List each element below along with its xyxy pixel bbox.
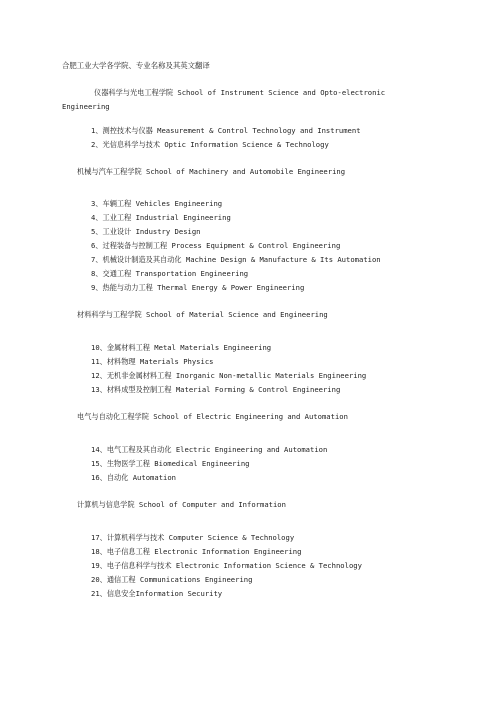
section-heading-instrument: 仪器科学与光电工程学院 School of Instrument Science and Opto-electronic Engineering: [62, 88, 386, 111]
list-item: 6、过程装备与控制工程 Process Equipment & Control Engineering: [91, 241, 341, 250]
page-title: 合肥工业大学各学院、专业名称及其英文翻译: [62, 61, 210, 70]
list-item: 19、电子信息科学与技术 Electronic Information Science & Technology: [91, 561, 362, 570]
list-item: 3、车辆工程 Vehicles Engineering: [91, 199, 223, 208]
list-item: 4、工业工程 Industrial Engineering: [91, 213, 231, 222]
list-item: 17、计算机科学与技术 Computer Science & Technology: [91, 533, 295, 542]
list-item: 18、电子信息工程 Electronic Information Engineering: [91, 547, 302, 556]
list-item: 16、自动化 Automation: [91, 473, 177, 482]
list-item: 1、测控技术与仪器 Measurement & Control Technology and Instrument: [91, 126, 361, 135]
list-item: 11、材料物理 Materials Physics: [91, 357, 214, 366]
list-item: 5、工业设计 Industry Design: [91, 227, 201, 236]
section-heading-materials: 材料科学与工程学院 School of Material Science and Engineering: [77, 310, 328, 319]
list-item: 8、交通工程 Transportation Engineering: [91, 269, 249, 278]
list-item: 15、生物医学工程 Biomedical Engineering: [91, 459, 250, 468]
section-heading-electric: 电气与自动化工程学院 School of Electric Engineering and Automation: [77, 412, 348, 421]
section-heading-computer: 计算机与信息学院 School of Computer and Information: [77, 500, 286, 509]
list-item: 20、通信工程 Communications Engineering: [91, 575, 253, 584]
list-item: 12、无机非金属材料工程 Inorganic Non-metallic Materials Engineering: [91, 371, 367, 380]
list-item: 9、热能与动力工程 Thermal Energy & Power Engineering: [91, 283, 305, 292]
section-heading-machinery: 机械与汽车工程学院 School of Machinery and Automobile Engineering: [77, 167, 346, 176]
list-item: 14、电气工程及其自动化 Electric Engineering and Automation: [91, 445, 328, 454]
list-item: 7、机械设计制造及其自动化 Machine Design & Manufacture & Its Automation: [91, 255, 381, 264]
list-item: 10、金属材料工程 Metal Materials Engineering: [91, 343, 272, 352]
list-item: 2、光信息科学与技术 Optic Information Science & Technology: [91, 140, 329, 149]
list-item: 13、材料成型及控制工程 Material Forming & Control Engineering: [91, 385, 341, 394]
list-item: 21、信息安全Information Security: [91, 589, 223, 598]
